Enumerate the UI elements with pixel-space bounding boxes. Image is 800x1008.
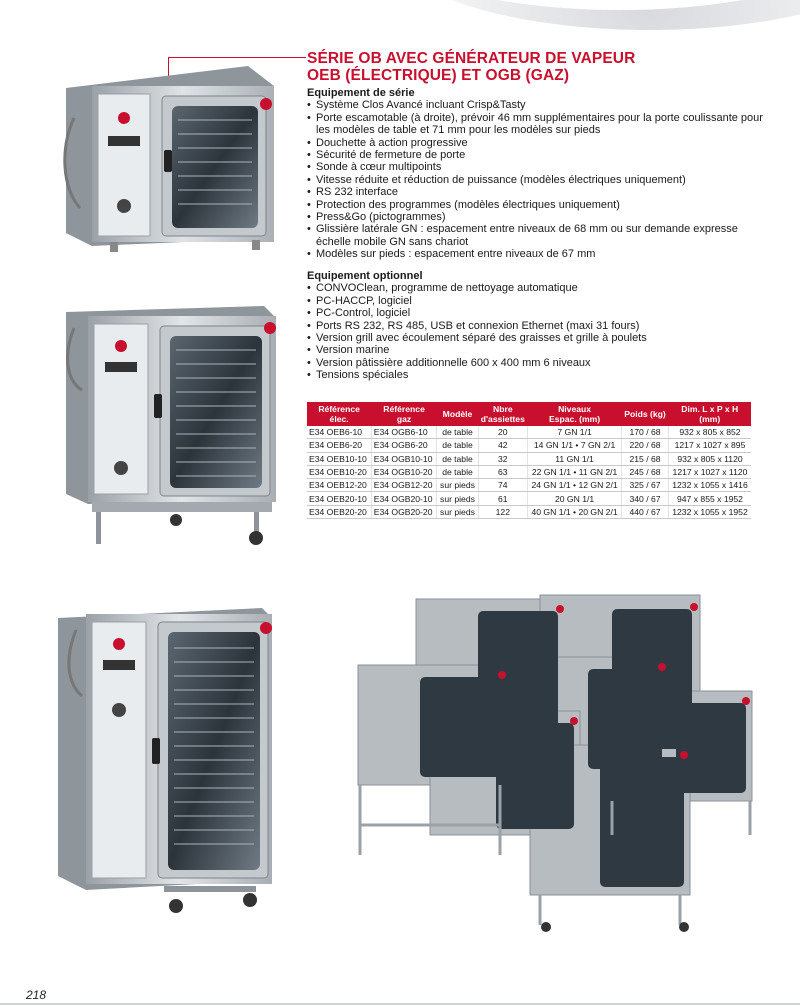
header-line-1: Niveaux bbox=[558, 404, 592, 414]
standard-equipment-item: • Glissière latérale GN : espacement entre niveaux de 68 mm ou sur demande expresse échelle mobile GN sans chariot bbox=[307, 223, 767, 248]
header-line-1: Référence bbox=[383, 404, 425, 414]
table-cell: 63 bbox=[478, 465, 528, 478]
table-cell: 220 / 68 bbox=[622, 439, 669, 452]
table-cell: E34 OGB6-10 bbox=[371, 426, 437, 439]
standard-equipment-item: • Protection des programmes (modèles électriques uniquement) bbox=[307, 199, 767, 211]
table-cell: E34 OEB20-20 bbox=[307, 505, 371, 518]
table-cell: 440 / 67 bbox=[622, 505, 669, 518]
optional-equipment-item: • Version grill avec écoulement séparé des graisses et grille à poulets bbox=[307, 332, 767, 344]
table-cell: 1217 x 1027 x 895 bbox=[668, 439, 751, 452]
standard-equipment-item: • RS 232 interface bbox=[307, 186, 767, 198]
page-title-line-2: OEB (ÉLECTRIQUE) ET OGB (GAZ) bbox=[307, 67, 570, 84]
header-line-1: Dim. L x P x H bbox=[681, 404, 739, 414]
footer-rule bbox=[0, 1003, 800, 1005]
specification-table bbox=[307, 402, 751, 519]
table-row bbox=[307, 439, 751, 452]
optional-equipment-heading: Equipement optionnel bbox=[307, 270, 423, 282]
table-cell: E34 OEB6-10 bbox=[307, 426, 371, 439]
table-cell: E34 OEB6-20 bbox=[307, 439, 371, 452]
optional-equipment-item: • Ports RS 232, RS 485, USB et connexion Ethernet (maxi 31 fours) bbox=[307, 320, 767, 332]
table-row bbox=[307, 505, 751, 518]
optional-equipment-item: • Version marine bbox=[307, 344, 767, 356]
combi-oven-tall-table-model-image bbox=[48, 298, 280, 550]
page-number: 218 bbox=[26, 988, 47, 1002]
table-cell: 24 GN 1/1 • 12 GN 2/1 bbox=[528, 479, 622, 492]
table-cell: de table bbox=[437, 465, 478, 478]
standard-equipment-section bbox=[307, 87, 767, 261]
combi-oven-range-image bbox=[350, 585, 760, 935]
table-cell: 74 bbox=[478, 479, 528, 492]
table-cell: 340 / 67 bbox=[622, 492, 669, 505]
table-cell: 1232 x 1055 x 1416 bbox=[668, 479, 751, 492]
header-line-1: Modèle bbox=[442, 409, 473, 419]
table-cell: 7 GN 1/1 bbox=[528, 426, 622, 439]
table-cell: E34 OGB6-20 bbox=[371, 439, 437, 452]
table-cell: E34 OGB10-10 bbox=[371, 452, 437, 465]
header-line-2: (mm) bbox=[699, 414, 721, 424]
header-line-1: Référence bbox=[318, 404, 360, 414]
table-cell: de table bbox=[437, 439, 478, 452]
table-cell: 40 GN 1/1 • 20 GN 2/1 bbox=[528, 505, 622, 518]
table-cell: 1217 x 1027 x 1120 bbox=[668, 465, 751, 478]
standard-equipment-item: • Sonde à cœur multipoints bbox=[307, 161, 767, 173]
page-title-line-1: SÉRIE OB AVEC GÉNÉRATEUR DE VAPEUR bbox=[307, 50, 636, 67]
table-cell: 61 bbox=[478, 492, 528, 505]
table-column-header bbox=[622, 402, 669, 426]
table-cell: sur pieds bbox=[437, 492, 478, 505]
table-column-header bbox=[668, 402, 751, 426]
combi-oven-floor-model-image bbox=[54, 600, 276, 924]
header-line-2: d'assiettes bbox=[480, 414, 525, 424]
table-header-row bbox=[307, 402, 751, 426]
table-cell: 215 / 68 bbox=[622, 452, 669, 465]
optional-equipment-item: • PC-Control, logiciel bbox=[307, 307, 767, 319]
table-cell: 20 GN 1/1 bbox=[528, 492, 622, 505]
optional-equipment-section bbox=[307, 270, 767, 382]
header-line-1: Poids (kg) bbox=[624, 409, 666, 419]
table-column-header bbox=[307, 402, 371, 426]
table-cell: 947 x 855 x 1952 bbox=[668, 492, 751, 505]
standard-equipment-heading: Equipement de série bbox=[307, 87, 415, 99]
table-cell: de table bbox=[437, 452, 478, 465]
standard-equipment-item: • Sécurité de fermeture de porte bbox=[307, 149, 767, 161]
optional-equipment-list bbox=[307, 282, 767, 381]
table-cell: 122 bbox=[478, 505, 528, 518]
table-cell: E34 OEB10-20 bbox=[307, 465, 371, 478]
table-cell: 325 / 67 bbox=[622, 479, 669, 492]
table-cell: 932 x 805 x 852 bbox=[668, 426, 751, 439]
table-row bbox=[307, 479, 751, 492]
table-cell: E34 OGB20-10 bbox=[371, 492, 437, 505]
table-cell: sur pieds bbox=[437, 479, 478, 492]
table-row bbox=[307, 492, 751, 505]
standard-equipment-item: • Porte escamotable (à droite), prévoir 46 mm supplémentaires pour la porte coulissante pour les modèles de table et 71 mm pour les modèles sur pieds bbox=[307, 112, 767, 137]
table-row bbox=[307, 426, 751, 439]
table-cell: 245 / 68 bbox=[622, 465, 669, 478]
optional-equipment-item: • Version pâtissière additionnelle 600 x 400 mm 6 niveaux bbox=[307, 357, 767, 369]
table-column-header bbox=[528, 402, 622, 426]
table-cell: de table bbox=[437, 426, 478, 439]
table-row bbox=[307, 465, 751, 478]
table-row bbox=[307, 452, 751, 465]
table-cell: 20 bbox=[478, 426, 528, 439]
optional-equipment-item: • PC-HACCP, logiciel bbox=[307, 295, 767, 307]
table-cell: 1232 x 1055 x 1952 bbox=[668, 505, 751, 518]
table-column-header bbox=[437, 402, 478, 426]
table-cell: 42 bbox=[478, 439, 528, 452]
table-cell: E34 OEB12-20 bbox=[307, 479, 371, 492]
header-line-2: Espac. (mm) bbox=[549, 414, 601, 424]
table-cell: E34 OGB10-20 bbox=[371, 465, 437, 478]
header-line-2: élec. bbox=[329, 414, 349, 424]
standard-equipment-item: • Douchette à action progressive bbox=[307, 137, 767, 149]
table-cell: E34 OEB10-10 bbox=[307, 452, 371, 465]
standard-equipment-list bbox=[307, 99, 767, 260]
standard-equipment-item: • Vitesse réduite et réduction de puissance (modèles électriques uniquement) bbox=[307, 174, 767, 186]
table-cell: 932 x 805 x 1120 bbox=[668, 452, 751, 465]
header-line-2: gaz bbox=[396, 414, 412, 424]
standard-equipment-item: • Press&Go (pictogrammes) bbox=[307, 211, 767, 223]
table-column-header bbox=[478, 402, 528, 426]
optional-equipment-item: • Tensions spéciales bbox=[307, 369, 767, 381]
table-cell: 32 bbox=[478, 452, 528, 465]
optional-equipment-item: • CONVOClean, programme de nettoyage automatique bbox=[307, 282, 767, 294]
standard-equipment-item: • Système Clos Avancé incluant Crisp&Tasty bbox=[307, 99, 767, 111]
table-cell: 11 GN 1/1 bbox=[528, 452, 622, 465]
table-cell: 22 GN 1/1 • 11 GN 2/1 bbox=[528, 465, 622, 478]
standard-equipment-item: • Modèles sur pieds : espacement entre niveaux de 67 mm bbox=[307, 248, 767, 260]
table-column-header bbox=[371, 402, 437, 426]
table-cell: sur pieds bbox=[437, 505, 478, 518]
combi-oven-table-model-image bbox=[52, 58, 278, 254]
table-cell: 14 GN 1/1 • 7 GN 2/1 bbox=[528, 439, 622, 452]
header-line-1: Nbre bbox=[493, 404, 513, 414]
table-cell: E34 OEB20-10 bbox=[307, 492, 371, 505]
table-cell: E34 OGB12-20 bbox=[371, 479, 437, 492]
page-title bbox=[307, 50, 635, 84]
table-body bbox=[307, 426, 751, 519]
table-cell: E34 OGB20-20 bbox=[371, 505, 437, 518]
table-cell: 170 / 68 bbox=[622, 426, 669, 439]
